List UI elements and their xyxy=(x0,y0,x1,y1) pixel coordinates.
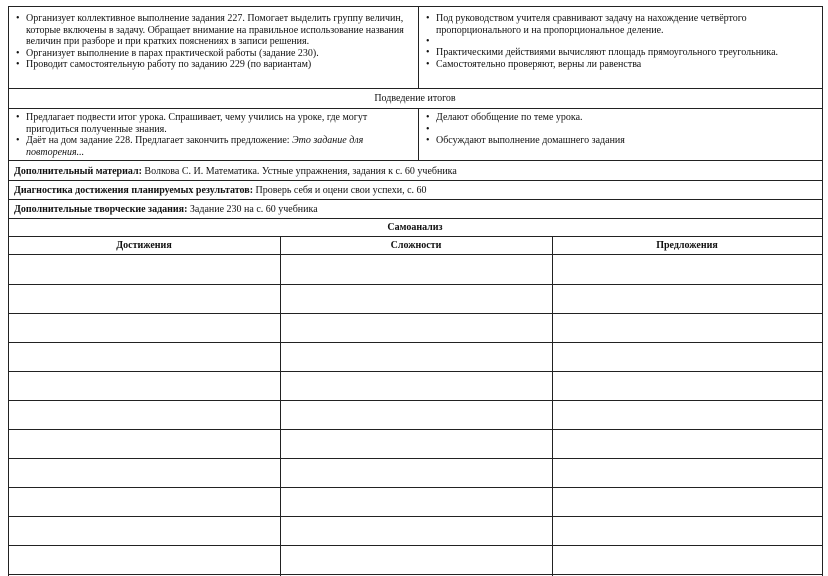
summary-teacher-2 xyxy=(14,135,414,158)
creative-text: Задание 230 на с. 60 учебника xyxy=(187,204,318,215)
column-suggestions: Предложения xyxy=(656,240,718,251)
summary-teacher-2-italic: Это задание для повторения... xyxy=(26,135,364,158)
extra-material-label: Дополнительный материал: xyxy=(14,166,142,177)
summary-teacher-2-text: Даёт на дом задание 228. Предлагает закончить предложение: xyxy=(26,135,293,146)
diagnostics-text: Проверь себя и оцени свои успехи, с. 60 xyxy=(253,185,427,196)
summary-teacher-1: • Предлагает подвести итог урока. Спрашивает, чему учились на уроке, где могут пригодиться полученные знания. xyxy=(14,112,414,135)
summary-students-cell xyxy=(424,112,820,158)
summary-title: Подведение итогов xyxy=(374,93,456,104)
top-students-cell xyxy=(424,13,820,85)
diagnostics-row xyxy=(14,185,820,199)
students-activity-3: • Самостоятельно проверяют, верны ли равенства xyxy=(424,59,820,71)
column-achievements: Достижения xyxy=(116,240,172,251)
spacer xyxy=(424,124,820,135)
creative-row xyxy=(14,204,820,218)
extra-material-row xyxy=(14,166,820,180)
self-analysis-title: Самоанализ xyxy=(387,222,443,233)
teacher-activity-3: • Проводит самостоятельную работу по заданию 229 (по вариантам) xyxy=(14,59,414,71)
teacher-activity-2: • Организует выполнение в парах практической работы (задание 230). xyxy=(14,48,414,60)
summary-students-2: • Обсуждают выполнение домашнего задания xyxy=(424,135,820,147)
diagnostics-label: Диагностика достижения планируемых результатов: xyxy=(14,185,254,196)
students-activity-2: • Практическими действиями вычисляют площадь прямоугольного треугольника. xyxy=(424,47,820,59)
top-teacher-cell xyxy=(14,13,414,85)
extra-material-text: Волкова С. И. Математика. Устные упражнения, задания к с. 60 учебника xyxy=(141,166,457,177)
teacher-activity-1: • Организует коллективное выполнение задания 227. Помогает выделить группу величин, которые включены в задачу. Обращает внимание на правильное использование названия величин при разборе и при кратких пояснениях в записи решения. xyxy=(14,13,414,48)
summary-teacher-cell xyxy=(14,112,414,158)
creative-label: Дополнительные творческие задания: xyxy=(14,204,188,215)
column-difficulties: Сложности xyxy=(390,240,442,251)
summary-students-1: • Делают обобщение по теме урока. xyxy=(424,112,820,124)
spacer xyxy=(424,36,820,47)
students-activity-1: • Под руководством учителя сравнивают задачу на нахождение четвёртого пропорционального и на пропорциональное деление. xyxy=(424,13,820,36)
